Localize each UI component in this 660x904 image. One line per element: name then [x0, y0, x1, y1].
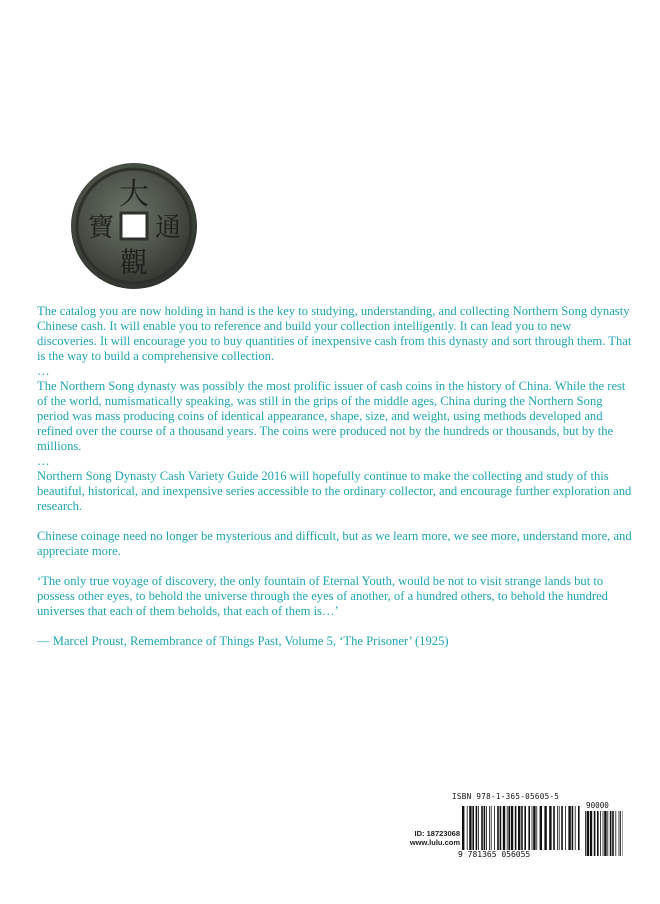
barcode-bar — [532, 806, 533, 850]
barcode-bar — [553, 806, 555, 850]
barcode-bar — [610, 811, 612, 856]
barcode-bar — [600, 811, 601, 856]
barcode-bar — [528, 806, 530, 850]
barcode-bar — [489, 806, 490, 850]
ellipsis-separator: … — [37, 364, 50, 378]
coin-char-left: 寶 — [87, 213, 115, 243]
barcode-bar — [549, 806, 551, 850]
barcode-bar — [603, 811, 604, 856]
lulu-url: www.lulu.com — [409, 838, 460, 847]
barcode-bar — [544, 806, 546, 850]
barcode-bar — [469, 806, 471, 850]
paragraph-intro: The catalog you are now holding in hand is the key to studying, understanding, and collecting Northern Song dynasty Chinese cash. It will enable you to reference and build your collection intelligently. It can lead you to new discoveries. It will encourage you to buy quantities of inexpensive cash from this dynasty and sort through them. That is the way to build a comprehensive collection. — [37, 304, 632, 363]
barcode-bar — [578, 806, 580, 850]
barcode-bar — [481, 806, 483, 850]
barcode-bar — [568, 806, 570, 850]
barcode-bar — [503, 806, 505, 850]
barcode-bar — [559, 806, 560, 850]
barcode-bar — [497, 806, 499, 850]
coin-char-right: 通 — [154, 213, 182, 243]
barcode-bar — [594, 811, 596, 856]
isbn-barcode — [462, 806, 581, 856]
barcode-bar — [511, 806, 513, 850]
barcode-bar — [619, 811, 620, 856]
coin-char-top: 大 — [119, 177, 149, 212]
barcode-bar — [478, 806, 479, 850]
barcode-bar — [533, 806, 535, 850]
coin-image — [68, 160, 200, 292]
ellipsis-separator: … — [37, 454, 50, 468]
isbn-label: ISBN 978-1-365-05605-5 — [452, 792, 560, 801]
barcode-bar — [561, 806, 563, 850]
barcode-bar — [575, 806, 576, 850]
price-barcode — [585, 811, 623, 856]
barcode-bar — [536, 806, 537, 850]
barcode-bar — [515, 806, 517, 850]
barcode-bar — [494, 806, 495, 850]
barcode-bar — [500, 806, 502, 850]
barcode-bar — [524, 806, 526, 850]
barcode-bar — [467, 806, 468, 850]
coin-char-bottom: 觀 — [119, 246, 149, 279]
price-code: 90000 — [586, 801, 609, 810]
back-cover-text — [37, 304, 633, 649]
barcode-bar — [540, 806, 542, 850]
barcode-bar — [462, 806, 464, 850]
barcode-bar — [612, 811, 614, 856]
quote-text: ‘The only true voyage of discovery, the only fountain of Eternal Youth, would be not to visit strange lands but to possess other eyes, to behold the universe through the eyes of another, of a hundred others, to behold the hundred universes that each of them beholds, that each of them is…’ — [37, 574, 608, 618]
paragraph-guide: Northern Song Dynasty Cash Variety Guide 2016 will hopefully continue to make the collecting and study of this beautiful, historical, and inexpensive series accessible to the ordinary collector, and encourage further exploration and research. — [37, 469, 632, 513]
barcode-bar — [590, 811, 592, 856]
barcode-bar — [587, 811, 589, 856]
barcode-bar — [585, 811, 586, 856]
paragraph-history: The Northern Song dynasty was possibly the most prolific issuer of cash coins in the history of China. While the rest of the world, numismatically speaking, was still in the grips of the middle ages, China during the Northern Song period was mass producing coins of identical appearance, shape, size, and weight, using methods developed and refined over the course of a thousand years. The coins were produced not by the hundreds or thousands, but by the millions. — [37, 379, 626, 453]
barcode-bar — [508, 806, 510, 850]
barcode-bar — [615, 811, 616, 856]
paragraph-coinage: Chinese coinage need no longer be mysterious and difficult, but as we learn more, we see more, understand more, and appreciate more. — [37, 529, 632, 558]
barcode-bar — [491, 806, 492, 850]
lulu-id-block — [382, 829, 460, 847]
barcode-bar — [507, 806, 508, 850]
barcode-bar — [521, 806, 523, 850]
barcode-bar — [620, 811, 621, 856]
barcode-bar — [604, 811, 606, 856]
barcode-bar — [607, 811, 608, 856]
barcode-bar — [557, 806, 558, 850]
lulu-id: ID: 18723068 — [414, 829, 460, 838]
quote-attribution: — Marcel Proust, Remembrance of Things Past, Volume 5, ‘The Prisoner’ (1925) — [37, 634, 449, 648]
barcode-bar — [486, 806, 487, 850]
barcode-bar — [472, 806, 474, 850]
barcode-bar — [518, 806, 520, 850]
barcode-bar — [565, 806, 566, 850]
ean-digits: 9 781365 056055 — [458, 850, 531, 859]
barcode-bar — [572, 806, 574, 850]
barcode-bar — [597, 811, 599, 856]
barcode-bar — [476, 806, 478, 850]
barcode-bar — [484, 806, 486, 850]
